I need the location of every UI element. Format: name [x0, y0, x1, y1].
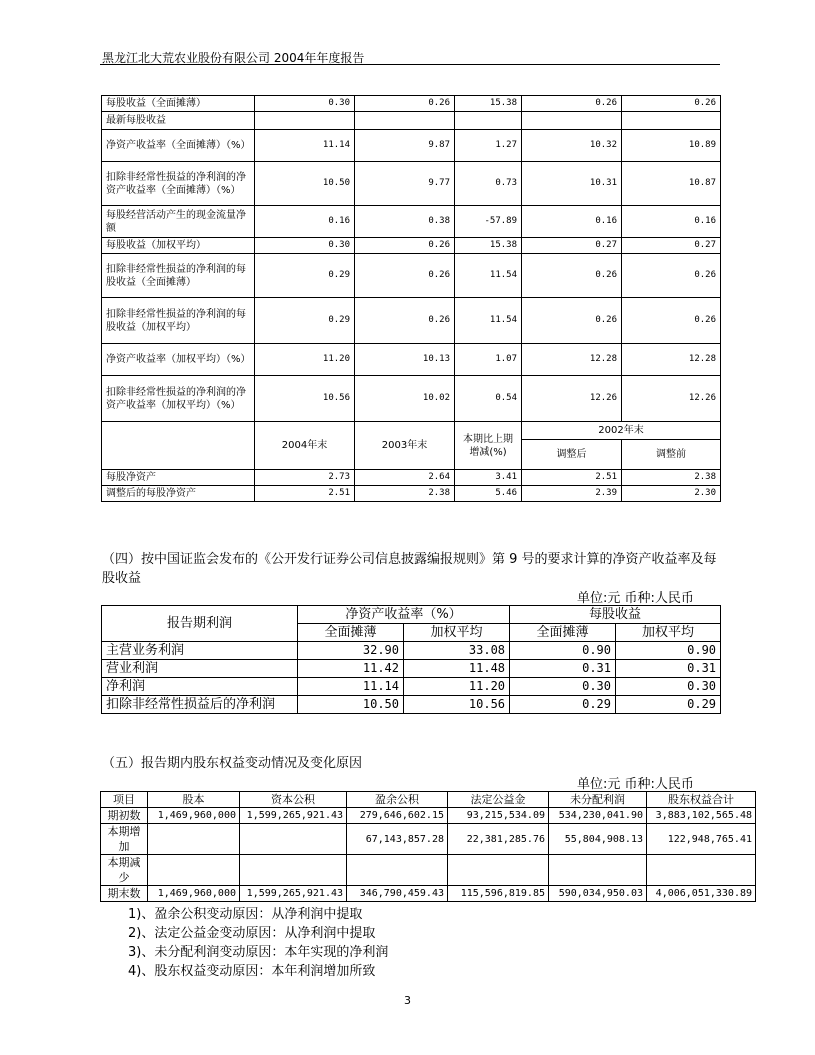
row-value	[240, 855, 347, 886]
row-value: 0.29	[616, 696, 721, 714]
row-value: 4,006,051,330.89	[647, 886, 756, 902]
row-value: 5.46	[455, 486, 522, 502]
row-value: 67,143,857.28	[347, 824, 448, 855]
row-value: 12.28	[522, 344, 622, 376]
table-header-row	[101, 792, 756, 808]
row-value: 0.26	[622, 96, 721, 112]
table-row	[102, 112, 721, 130]
subheader-blank-cell	[102, 422, 255, 470]
row-value: 1,599,265,921.43	[240, 886, 347, 902]
row-value: 3.41	[455, 470, 522, 486]
row-value	[255, 112, 355, 130]
row-value: 1.27	[455, 130, 522, 162]
row-value: 32.90	[298, 642, 404, 660]
table-row	[102, 344, 721, 376]
row-value: 11.48	[404, 660, 510, 678]
row-value: 2.38	[622, 470, 721, 486]
row-value: 11.42	[298, 660, 404, 678]
row-value: 279,646,602.15	[347, 808, 448, 824]
row-value: 0.38	[355, 206, 455, 238]
row-value: 2.38	[355, 486, 455, 502]
table-row	[102, 486, 721, 502]
row-value: 0.90	[616, 642, 721, 660]
row-value: 12.26	[522, 376, 622, 422]
row-value	[355, 112, 455, 130]
row-value: 10.50	[255, 162, 355, 206]
row-value: 10.56	[404, 696, 510, 714]
row-value	[347, 855, 448, 886]
row-value: 10.32	[522, 130, 622, 162]
table-row	[102, 642, 721, 660]
row-value: 0.26	[522, 254, 622, 298]
row-value: 0.27	[522, 238, 622, 254]
row-value	[622, 112, 721, 130]
row-value: 0.16	[622, 206, 721, 238]
row-value: 0.26	[622, 254, 721, 298]
subheader-2002: 2002年末	[522, 422, 721, 440]
row-value: 33.08	[404, 642, 510, 660]
row-value	[455, 112, 522, 130]
row-value: 0.30	[255, 96, 355, 112]
row-value: 0.29	[510, 696, 616, 714]
column-header: 股本	[148, 792, 240, 808]
header-eps: 每股收益	[510, 606, 721, 624]
row-label: 扣除非经常性损益的净利润的净资产收益率（全面摊薄）（%）	[102, 162, 255, 206]
row-value: 0.31	[510, 660, 616, 678]
row-value: 0.30	[616, 678, 721, 696]
row-value: 0.29	[255, 254, 355, 298]
row-value: 0.26	[355, 238, 455, 254]
note-line: 3)、未分配利润变动原因：本年实现的净利润	[128, 945, 389, 960]
row-value	[148, 855, 240, 886]
row-value: 2.30	[622, 486, 721, 502]
table-row	[102, 254, 721, 298]
row-label: 扣除非经常性损益的净利润的净资产收益率（加权平均）（%）	[102, 376, 255, 422]
table-row	[102, 238, 721, 254]
row-value: 2.73	[255, 470, 355, 486]
row-label: 调整后的每股净资产	[102, 486, 255, 502]
section5-unit: 单位:元 币种:人民币	[577, 777, 694, 792]
row-value	[148, 824, 240, 855]
report-header: 黑龙江北大荒农业股份有限公司 2004年年度报告	[102, 51, 365, 65]
row-value: 0.30	[510, 678, 616, 696]
note-line: 2)、法定公益金变动原因：从净利润中提取	[128, 926, 376, 941]
row-value: 346,790,459.43	[347, 886, 448, 902]
row-value: 2.51	[522, 470, 622, 486]
row-value: 0.26	[522, 96, 622, 112]
table-row	[102, 696, 721, 714]
header-profit: 报告期利润	[102, 606, 298, 642]
row-value: 0.16	[255, 206, 355, 238]
row-label: 每股收益（加权平均）	[102, 238, 255, 254]
row-value: 11.20	[255, 344, 355, 376]
row-value: 0.54	[455, 376, 522, 422]
row-value: 0.26	[622, 298, 721, 344]
row-value: 0.73	[455, 162, 522, 206]
roe-eps-table	[101, 605, 721, 714]
table-row	[101, 824, 756, 855]
column-header: 未分配利润	[549, 792, 647, 808]
row-value: 55,804,908.13	[549, 824, 647, 855]
row-value: 12.28	[622, 344, 721, 376]
row-value: 0.26	[355, 254, 455, 298]
table-row	[102, 376, 721, 422]
row-label: 本期增加	[101, 824, 148, 855]
row-value	[448, 855, 549, 886]
row-value: 15.38	[455, 238, 522, 254]
row-value	[549, 855, 647, 886]
table-row	[101, 855, 756, 886]
row-value: 0.90	[510, 642, 616, 660]
financial-indicators-table	[101, 95, 721, 502]
subheader-adjusted-after: 调整后	[522, 440, 622, 470]
row-value: 11.14	[255, 130, 355, 162]
row-value: 11.14	[298, 678, 404, 696]
row-value: 10.13	[355, 344, 455, 376]
row-value: 10.87	[622, 162, 721, 206]
row-value: 9.87	[355, 130, 455, 162]
row-value: 11.20	[404, 678, 510, 696]
page-number: 3	[404, 994, 411, 1007]
row-label: 营业利润	[102, 660, 298, 678]
row-value: 0.29	[255, 298, 355, 344]
row-value: 12.26	[622, 376, 721, 422]
row-value: 93,215,534.09	[448, 808, 549, 824]
row-value	[240, 824, 347, 855]
row-value: 3,883,102,565.48	[647, 808, 756, 824]
header-roe-weighted: 加权平均	[404, 624, 510, 642]
table-row	[101, 886, 756, 902]
table-row	[102, 298, 721, 344]
row-label: 扣除非经常性损益的净利润的每股收益（加权平均）	[102, 298, 255, 344]
column-header: 资本公积	[240, 792, 347, 808]
row-value	[522, 112, 622, 130]
table-row	[101, 808, 756, 824]
table-header-row	[102, 606, 721, 624]
row-value: 10.50	[298, 696, 404, 714]
row-label: 主营业务利润	[102, 642, 298, 660]
row-label: 扣除非经常性损益后的净利润	[102, 696, 298, 714]
subheader-change: 本期比上期增减(%)	[455, 422, 522, 470]
row-value: 1,599,265,921.43	[240, 808, 347, 824]
row-value: 115,596,819.85	[448, 886, 549, 902]
row-value: 0.30	[255, 238, 355, 254]
table-row	[102, 96, 721, 112]
row-value: 0.26	[355, 298, 455, 344]
column-header: 项目	[101, 792, 148, 808]
row-label: 本期减少	[101, 855, 148, 886]
equity-changes-table	[100, 791, 756, 902]
header-roe-diluted: 全面摊薄	[298, 624, 404, 642]
subheader-2004: 2004年末	[255, 422, 355, 470]
header-roe: 净资产收益率（%）	[298, 606, 510, 624]
row-label: 净利润	[102, 678, 298, 696]
row-label: 扣除非经常性损益的净利润的每股收益（全面摊薄）	[102, 254, 255, 298]
row-value: 0.27	[622, 238, 721, 254]
row-label: 最新每股收益	[102, 112, 255, 130]
row-value: 122,948,765.41	[647, 824, 756, 855]
section4-title: （四）按中国证监会发布的《公开发行证券公司信息披露编报规则》第 9 号的要求计算的净资产收益率及每股收益	[102, 552, 717, 586]
table-row	[102, 130, 721, 162]
table-row	[102, 470, 721, 486]
row-label: 期末数	[101, 886, 148, 902]
subheader-2003: 2003年末	[355, 422, 455, 470]
row-value: 11.54	[455, 298, 522, 344]
column-header: 法定公益金	[448, 792, 549, 808]
subheader-adjusted-before: 调整前	[622, 440, 721, 470]
column-header: 股东权益合计	[647, 792, 756, 808]
row-value: 10.89	[622, 130, 721, 162]
table-subheader-row	[102, 422, 721, 440]
row-value: 10.31	[522, 162, 622, 206]
row-value: 534,230,041.90	[549, 808, 647, 824]
row-value: 2.51	[255, 486, 355, 502]
row-value: 22,381,285.76	[448, 824, 549, 855]
row-value: 1,469,960,000	[148, 886, 240, 902]
table-row	[102, 678, 721, 696]
row-value: 2.64	[355, 470, 455, 486]
row-value: 0.16	[522, 206, 622, 238]
row-label: 净资产收益率（全面摊薄）（%）	[102, 130, 255, 162]
table-row	[102, 660, 721, 678]
row-value: 11.54	[455, 254, 522, 298]
table-row	[102, 206, 721, 238]
row-value: 590,034,950.03	[549, 886, 647, 902]
row-value: 2.39	[522, 486, 622, 502]
row-value: 1,469,960,000	[148, 808, 240, 824]
table-row	[102, 162, 721, 206]
row-label: 每股经营活动产生的现金流量净额	[102, 206, 255, 238]
header-divider	[100, 64, 720, 65]
row-value: 0.26	[355, 96, 455, 112]
row-label: 每股收益（全面摊薄）	[102, 96, 255, 112]
row-label: 每股净资产	[102, 470, 255, 486]
row-value: 1.07	[455, 344, 522, 376]
equity-notes	[128, 905, 388, 981]
note-line: 1)、盈余公积变动原因：从净利润中提取	[128, 907, 363, 922]
row-value: 0.31	[616, 660, 721, 678]
row-value: 9.77	[355, 162, 455, 206]
header-eps-diluted: 全面摊薄	[510, 624, 616, 642]
header-eps-weighted: 加权平均	[616, 624, 721, 642]
row-value: -57.89	[455, 206, 522, 238]
row-value: 10.56	[255, 376, 355, 422]
row-label: 净资产收益率（加权平均）（%）	[102, 344, 255, 376]
column-header: 盈余公积	[347, 792, 448, 808]
row-value	[647, 855, 756, 886]
note-line: 4)、股东权益变动原因：本年利润增加所致	[128, 964, 376, 979]
row-value: 10.02	[355, 376, 455, 422]
section4-unit: 单位:元 币种:人民币	[577, 591, 694, 606]
row-value: 15.38	[455, 96, 522, 112]
section5-title: （五）报告期内股东权益变动情况及变化原因	[102, 756, 363, 771]
row-value: 0.26	[522, 298, 622, 344]
row-label: 期初数	[101, 808, 148, 824]
